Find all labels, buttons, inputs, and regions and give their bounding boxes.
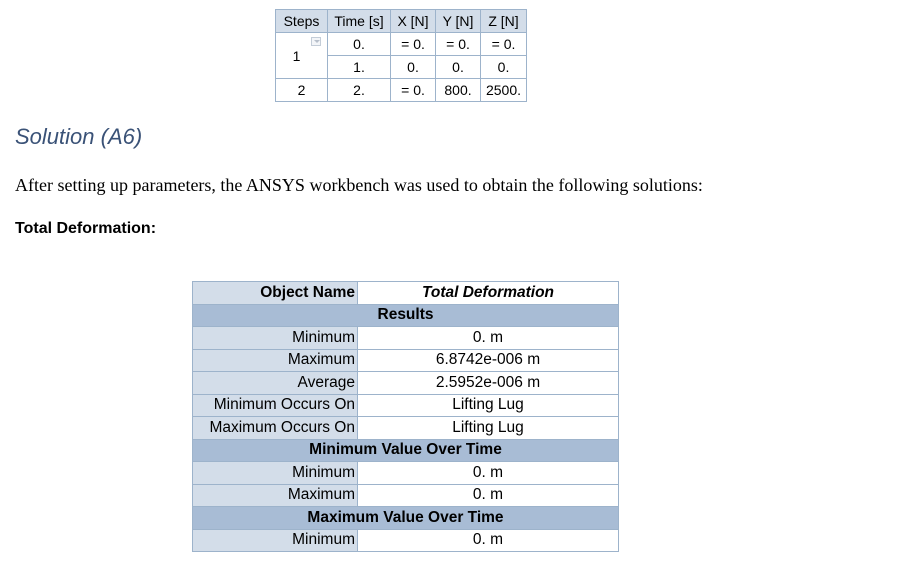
x-cell: 0. [391, 56, 436, 79]
row-label: Minimum [193, 462, 358, 485]
table-row [193, 372, 619, 395]
row-value: 0. m [358, 327, 619, 350]
row-label: Average [193, 372, 358, 395]
row-value: 0. m [358, 529, 619, 552]
object-name-value: Total Deformation [358, 282, 619, 305]
chevron-down-icon[interactable] [311, 37, 321, 46]
row-value: 2.5952e-006 m [358, 372, 619, 395]
time-cell: 1. [328, 56, 391, 79]
step-cell: 2 [276, 79, 328, 102]
steps-table [275, 9, 527, 102]
description-paragraph: After setting up parameters, the ANSYS workbench was used to obtain the following solutions: [15, 175, 703, 195]
object-name-label: Object Name [193, 282, 358, 305]
row-value: Lifting Lug [358, 394, 619, 417]
header-z: Z [N] [481, 10, 527, 33]
x-cell: = 0. [391, 33, 436, 56]
table-row [193, 529, 619, 552]
subheading: Total Deformation: [15, 220, 157, 237]
row-label: Minimum [193, 327, 358, 350]
section-title: Minimum Value Over Time [193, 439, 619, 462]
row-label: Maximum [193, 349, 358, 372]
header-steps: Steps [276, 10, 328, 33]
y-cell: 0. [436, 56, 481, 79]
table-row [193, 394, 619, 417]
row-label: Minimum Occurs On [193, 394, 358, 417]
section-header-row [193, 439, 619, 462]
results-table [192, 281, 619, 552]
y-cell: = 0. [436, 33, 481, 56]
table-row [193, 349, 619, 372]
section-header-row [193, 507, 619, 530]
z-cell: 0. [481, 56, 527, 79]
table-row [193, 417, 619, 440]
z-cell: = 0. [481, 33, 527, 56]
step-cell[interactable] [276, 33, 328, 79]
steps-header-row [276, 10, 527, 33]
row-label: Minimum [193, 529, 358, 552]
table-row [276, 79, 527, 102]
time-cell: 0. [328, 33, 391, 56]
section-title: Maximum Value Over Time [193, 507, 619, 530]
table-row [193, 484, 619, 507]
section-header-row [193, 304, 619, 327]
row-label: Maximum Occurs On [193, 417, 358, 440]
row-value: 0. m [358, 462, 619, 485]
header-x: X [N] [391, 10, 436, 33]
y-cell: 800. [436, 79, 481, 102]
z-cell: 2500. [481, 79, 527, 102]
row-value: 0. m [358, 484, 619, 507]
object-name-row [193, 282, 619, 305]
time-cell: 2. [328, 79, 391, 102]
row-value: 6.8742e-006 m [358, 349, 619, 372]
header-y: Y [N] [436, 10, 481, 33]
table-row [193, 327, 619, 350]
row-value: Lifting Lug [358, 417, 619, 440]
row-label: Maximum [193, 484, 358, 507]
step-number: 1 [292, 47, 301, 64]
section-heading: Solution (A6) [15, 124, 143, 149]
section-title: Results [193, 304, 619, 327]
x-cell: = 0. [391, 79, 436, 102]
header-time: Time [s] [328, 10, 391, 33]
table-row [276, 33, 527, 56]
table-row [193, 462, 619, 485]
